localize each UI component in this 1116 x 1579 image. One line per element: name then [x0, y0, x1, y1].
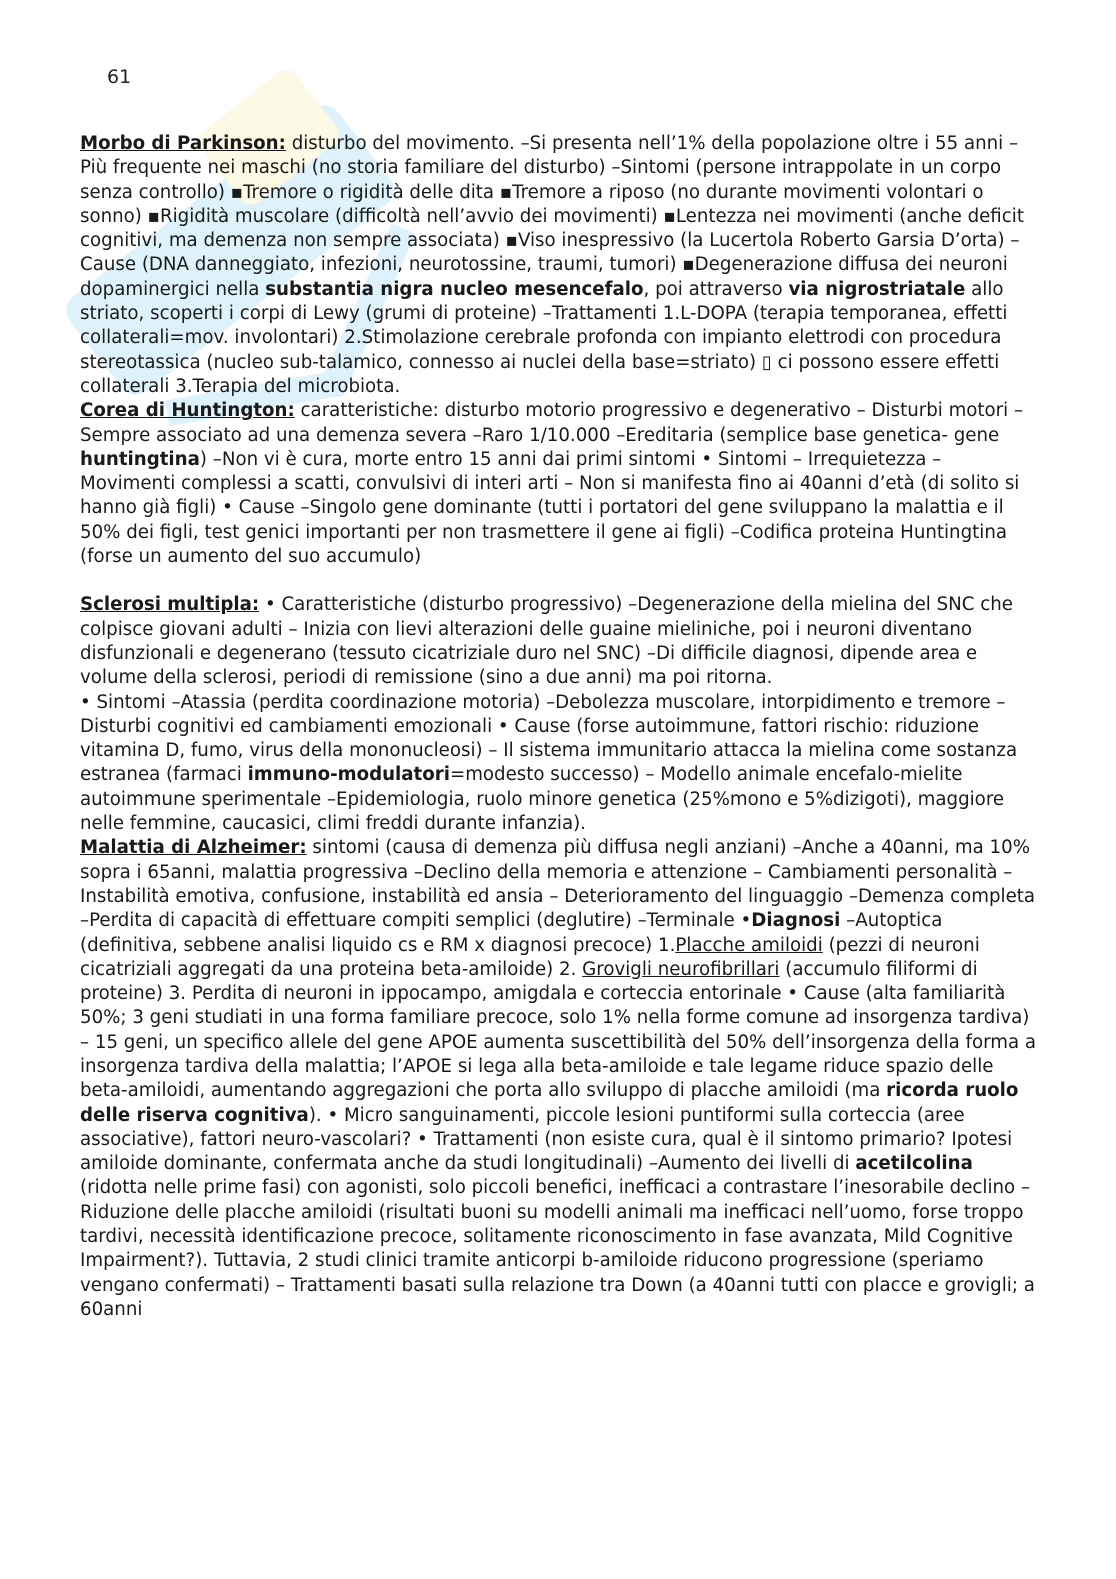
alzheimer-underline-2: Grovigli neurofibrillari — [582, 958, 780, 980]
huntington-bold-1: huntingtina — [80, 448, 200, 470]
parkinson-heading: Morbo di Parkinson: — [80, 133, 286, 154]
alzheimer-text-1: sintomi (causa di demenza più diffusa negli anziani) –Anche a 40anni, ma 10% sopra i 65anni, malattia progressiva –Declino della memoria e attenzione – Cambiamenti personalità – Instabilità emotiva, confusione, instabilità ed ansia – Deterioramento del linguaggio –Demenza completa –Perdita di capacità di effettuare compiti semplici (deglutire) –Terminale • — [80, 837, 1036, 932]
parkinson-section — [80, 132, 1040, 399]
alzheimer-bold-3: acetilcolina — [855, 1153, 973, 1175]
alzheimer-section — [80, 836, 1040, 1322]
alzheimer-text-6: (ridotta nelle prime fasi) con agonisti, solo piccoli benefici, inefficaci a contrastare l’inesorabile declino –Riduzione delle placche amiloidi (risultati buoni su modelli animali ma inefficaci nell’uomo, forse troppo tardivi, necessità identificazione precoce, solitamente riconoscimento in fase avanzata, Mild Cognitive Impairment?). Tuttavia, 2 studi clinici tramite anticorpi b-amiloide riducono progressione (speriamo vengano confermati) – Trattamenti basati sulla relazione tra Down (a 40anni tutti con placce e grovigli; a 60anni — [80, 1177, 1035, 1320]
alzheimer-text-3: (pezzi di neuroni cicatriziali aggregati da una proteina beta-amiloide) 2. — [80, 934, 980, 980]
alzheimer-text-5: ). • Micro sanguinamenti, piccole lesioni puntiformi sulla corteccia (aree associative), fattori neuro-vascolari? • Trattamenti (non esiste cura, qual è il sintomo primario? Ipotesi amiloide dominante, confermata anche da studi longitudinali) –Aumento dei livelli di — [80, 1104, 1013, 1175]
document-body — [80, 132, 1040, 1322]
alzheimer-heading: Malattia di Alzheimer: — [80, 837, 307, 859]
sclerosi-section-2 — [80, 691, 1040, 837]
sclerosi-heading: Sclerosi multipla: — [80, 594, 260, 616]
parkinson-text-2: , poi attraverso — [643, 278, 789, 300]
sclerosi-bold-1: immuno-modulatori — [247, 764, 450, 786]
sclerosi-text-1: • Caratteristiche (disturbo progressivo) –Degenerazione della mielina del SNC che colpisce giovani adulti – Inizia con lievi alterazioni delle guaine mieliniche, poi i neuroni diventano disfunzionali e degenerano (tessuto cicatriziale duro nel SNC) –Di difficile diagnosi, dipende area e volume della sclerosi, periodi di remissione (sino a due anni) ma poi ritorna. — [80, 594, 1013, 689]
alzheimer-text-2: –Autoptica (definitiva, sebbene analisi liquido cs e RM x diagnosi precoce) 1. — [80, 910, 943, 956]
huntington-text-2: ) –Non vi è cura, morte entro 15 anni dai primi sintomi • Sintomi – Irrequietezza – Movimenti complessi a scatti, convulsivi di interi arti – Non si manifesta fino ai 40anni d’età (di solito si hanno già figli) • Cause –Singolo gene dominante (tutti i portatori del gene sviluppano la malattia e il 50% dei figli, test genici importanti per non trasmettere il gene ai figli) –Codifica proteina Huntingtina (forse un aumento del suo accumulo) — [80, 448, 1020, 568]
parkinson-bold-1: substantia nigra nucleo mesencefalo — [265, 278, 644, 300]
huntington-section — [80, 399, 1040, 569]
huntington-heading: Corea di Huntington: — [80, 400, 295, 422]
parkinson-bold-2: via nigrostriatale — [788, 278, 966, 300]
alzheimer-text-4: (accumulo filiformi di proteine) 3. Perdita di neuroni in ippocampo, amigdala e corteccia entorinale • Cause (alta familiarità 50%; 3 geni studiati in una forma familiare precoce, solo 1% nella forme comune ad insorgenza tardiva) – 15 geni, un specifico allele del gene APOE aumenta suscettibilità del 50% dell’insorgenza della forma a insorgenza tardiva della malattia; l’APOE si lega alla beta-amiloide e tale legame riduce spazio delle beta-amiloidi, aumentando aggregazioni che porta allo sviluppo di placche amiloidi (ma — [80, 958, 1037, 1102]
alzheimer-underline-1: Placche amiloidi — [675, 934, 823, 956]
huntington-text-1: caratteristiche: disturbo motorio progressivo e degenerativo – Disturbi motori –Sempre associato ad una demenza severa –Raro 1/10.000 –Ereditaria (semplice base genetica- gene — [80, 400, 1024, 446]
parkinson-text-1: disturbo del movimento. –Si presenta nell’1% della popolazione oltre i 55 anni –Più frequente nei maschi (no storia familiare del disturbo) –Sintomi (persone intrappolate in un corpo senza controllo) ▪Tremore o rigidità delle dita ▪Tremore a riposo (no durante movimenti volontari o sonno) ▪Rigidità muscolare (difficoltà nell’avvio dei movimenti) ▪Lentezza nei movimenti (anche deficit cognitivi, ma demenza non sempre associata) ▪Viso inespressivo (la Lucertola Roberto Garsia D’orta) –Cause (DNA danneggiato, infezioni, neurotossine, traumi, tumori) ▪Degenerazione diffusa dei neuroni dopaminergici nella — [80, 133, 1024, 300]
alzheimer-bold-2: ricorda ruolo delle riserva cognitiva — [80, 1080, 1019, 1126]
sclerosi-section — [80, 593, 1040, 690]
page-number: 61 — [107, 66, 132, 88]
sclerosi-text-3: =modesto successo) – Modello animale encefalo-mielite autoimmune sperimentale –Epidemiologia, ruolo minore genetica (25%mono e 5%dizigoti), maggiore nelle femmine, caucasici, climi freddi durante infanzia). — [80, 764, 1005, 835]
alzheimer-bold-1: Diagnosi — [751, 910, 841, 932]
sclerosi-text-2: • Sintomi –Atassia (perdita coordinazione motoria) –Debolezza muscolare, intorpidimento e tremore –Disturbi cognitivi ed cambiamenti emozionali • Cause (forse autoimmune, fattori rischio: riduzione vitamina D, fumo, virus della mononucleosi) – Il sistema immunitario attacca la mielina come sostanza estranea (farmaci — [80, 691, 1018, 786]
parkinson-text-3: allo striato, scoperti i corpi di Lewy (grumi di proteine) –Trattamenti 1.L-DOPA (terapia temporanea, effetti collaterali=mov. involontari) 2.Stimolazione cerebrale profonda con impianto elettrodi con procedura stereotassica (nucleo sub-talamico, connesso ai nuclei della base=striato) ▯ ci possono essere effetti collaterali 3.Terapia del microbiota. — [80, 278, 1008, 397]
